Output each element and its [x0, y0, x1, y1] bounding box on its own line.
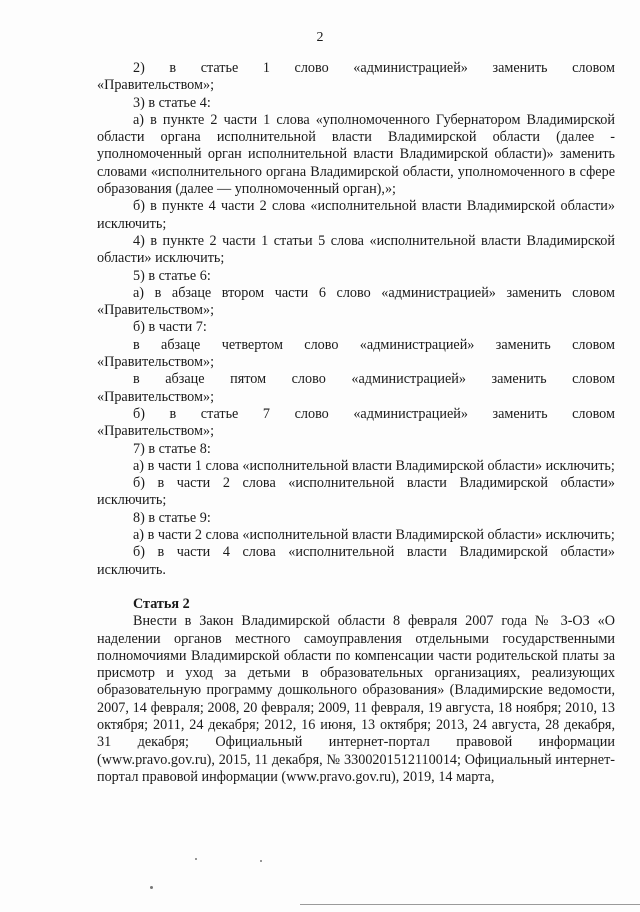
paragraph: 8) в статье 9: [133, 509, 211, 526]
paragraph: б) в части 7: [133, 319, 207, 336]
page-number: 2 [316, 30, 324, 45]
paragraph: а) в абзаце втором части 6 слово «администрацией» заменить словом «Правительством»; [97, 284, 615, 319]
paragraph: 4) в пункте 2 части 1 статьи 5 слова «исполнительной власти Владимирской области» исключить; [97, 232, 615, 267]
paragraph: 2) в статье 1 слово «администрацией» заменить словом «Правительством»; [97, 60, 615, 94]
paragraph: в абзаце пятом слово «администрацией» заменить словом «Правительством»; [97, 371, 615, 405]
paragraph: б) в статье 7 слово «администрацией» заменить словом «Правительством»; [97, 405, 615, 440]
paragraph: 7) в статье 8: [133, 440, 211, 457]
scan-speck [150, 886, 153, 889]
paragraph: б) в части 4 слова «исполнительной власти Владимирской области» исключить. [97, 544, 615, 578]
spacer [97, 579, 615, 596]
article-paragraph: Внести в Закон Владимирской области 8 февраля 2007 года № 3-ОЗ «О наделении органов местного самоуправления отдельными государственными полномочиями Владимирской области по компенсации части родительской платы за присмотр и уход за детьми в образовательных организациях, реализующих образовательную программу дошкольного образования» (Владимирские ведомости, 2007, 14 февраля; 2008, 20 февраля; 2009, 11 февраля, 19 августа, 18 ноября; 2010, 13 октября; 2011, 24 декабря; 2012, 16 июня, 13 октября; 2013, 24 августа, 28 декабря, 31 декабря; Официальный интернет-портал правовой информации (www.pravo.gov.ru), 2015, 11 декабря, № 3300201512110014; Официальный интернет-портал правовой информации (www.pravo.gov.ru), 2019, 14 марта, [97, 613, 615, 785]
scan-speck [260, 860, 262, 862]
article-heading: Статья 2 [133, 595, 190, 612]
paragraph: в абзаце четвертом слово «администрацией» заменить словом «Правительством»; [97, 336, 615, 371]
scan-speck [195, 858, 197, 860]
page-edge-line [300, 904, 640, 905]
paragraph: а) в части 1 слова «исполнительной власти Владимирской области» исключить; [133, 457, 615, 474]
document-body [97, 60, 615, 786]
paragraph: а) в части 2 слова «исполнительной власти Владимирской области» исключить; [133, 527, 615, 544]
paragraph: 5) в статье 6: [133, 267, 211, 284]
paragraph: а) в пункте 2 части 1 слова «уполномоченного Губернатором Владимирской области органа исполнительной власти Владимирской области (далее - уполномоченный орган исполнительной власти Владимирской области)» заменить словами «исполнительного органа Владимирской области, уполномоченного в сфере образования (далее — уполномоченный орган),»; [97, 111, 615, 198]
paragraph: 3) в статье 4: [133, 94, 211, 111]
paragraph: б) в части 2 слова «исполнительной власти Владимирской области» исключить; [97, 475, 615, 509]
paragraph: б) в пункте 4 части 2 слова «исполнительной власти Владимирской области» исключить; [97, 198, 615, 232]
